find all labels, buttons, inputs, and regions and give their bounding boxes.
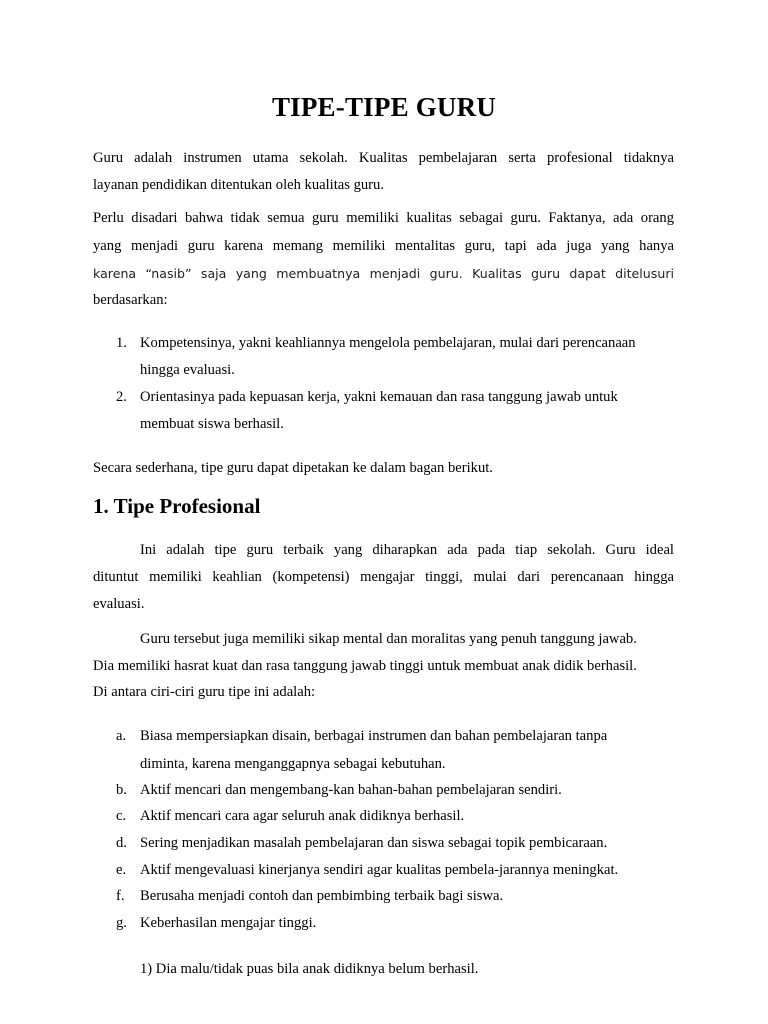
- section-paragraph-2-line-2: Dia memiliki hasrat kuat dan rasa tanggung jawab tinggi untuk membuat anak didik berhasil.: [93, 658, 637, 674]
- numbered-list-item-1-line-1: Kompetensinya, yakni keahliannya mengelola pembelajaran, mulai dari perencanaan: [140, 335, 636, 351]
- numbered-list-item-1-line-2: hingga evaluasi.: [140, 362, 235, 378]
- lettered-list-marker-b: b.: [116, 782, 127, 798]
- lettered-list-marker-a: a.: [116, 728, 127, 744]
- section-paragraph-1-line-3: evaluasi.: [93, 596, 145, 612]
- lettered-list-marker-g: g.: [116, 915, 127, 931]
- lettered-list-item-g: Keberhasilan mengajar tinggi.: [140, 915, 317, 931]
- section-heading-tipe-profesional: 1. Tipe Profesional: [93, 494, 261, 518]
- intro-paragraph-1-line-2: layanan pendidikan ditentukan oleh kualitas guru.: [93, 177, 384, 193]
- lettered-list-item-f: Berusaha menjadi contoh dan pembimbing terbaik bagi siswa.: [140, 888, 504, 904]
- lettered-list-item-d: Sering menjadikan masalah pembelajaran dan siswa sebagai topik pembicaraan.: [140, 835, 608, 851]
- numbered-list-marker-2: 2.: [116, 389, 127, 405]
- lettered-list-item-e: Aktif mengevaluasi kinerjanya sendiri agar kualitas pembela-jarannya meningkat.: [140, 862, 619, 878]
- intro-paragraph-1-line-1: Guru adalah instrumen utama sekolah. Kualitas pembelajaran serta profesional tidaknya: [93, 150, 674, 166]
- sub-list-item-1: 1) Dia malu/tidak puas bila anak didiknya belum berhasil.: [140, 961, 479, 977]
- intro-paragraph-2-line-3: karena “nasib” saja yang membuatnya menjadi guru. Kualitas guru dapat ditelusuri: [93, 266, 674, 281]
- lettered-list-marker-c: c.: [116, 808, 127, 824]
- document-title: TIPE-TIPE GURU: [271, 92, 497, 122]
- numbered-list-item-2-line-1: Orientasinya pada kepuasan kerja, yakni kemauan dan rasa tanggung jawab untuk: [140, 389, 618, 405]
- lettered-list-item-c: Aktif mencari cara agar seluruh anak didiknya berhasil.: [140, 808, 465, 824]
- lettered-list-item-b: Aktif mencari dan mengembang-kan bahan-bahan pembelajaran sendiri.: [140, 782, 562, 798]
- lettered-list-item-a-line-1: Biasa mempersiapkan disain, berbagai instrumen dan bahan pembelajaran tanpa: [140, 728, 608, 744]
- section-paragraph-1-line-2: dituntut memiliki keahlian (kompetensi) mengajar tinggi, mulai dari perencanaan hingga: [93, 569, 674, 585]
- intro-paragraph-2-line-4: berdasarkan:: [93, 292, 168, 308]
- numbered-list-marker-1: 1.: [116, 335, 127, 351]
- lettered-list-marker-e: e.: [116, 862, 127, 878]
- lettered-list-marker-d: d.: [116, 835, 127, 851]
- intro-paragraph-2-line-2: yang menjadi guru karena memang memiliki mentalitas guru, tapi ada juga yang hanya: [93, 238, 674, 254]
- section-paragraph-1-line-1: Ini adalah tipe guru terbaik yang diharapkan ada pada tiap sekolah. Guru ideal: [140, 542, 674, 558]
- intro-paragraph-2-line-1: Perlu disadari bahwa tidak semua guru memiliki kualitas sebagai guru. Faktanya, ada orang: [93, 210, 674, 226]
- section-paragraph-2-line-1: Guru tersebut juga memiliki sikap mental dan moralitas yang penuh tanggung jawab.: [140, 631, 637, 647]
- summary-paragraph: Secara sederhana, tipe guru dapat dipetakan ke dalam bagan berikut.: [93, 460, 493, 476]
- section-paragraph-2-line-3: Di antara ciri-ciri guru tipe ini adalah:: [93, 684, 316, 700]
- lettered-list-marker-f: f.: [116, 888, 125, 904]
- lettered-list-item-a-line-2: diminta, karena menganggapnya sebagai kebutuhan.: [140, 756, 446, 772]
- numbered-list-item-2-line-2: membuat siswa berhasil.: [140, 416, 284, 432]
